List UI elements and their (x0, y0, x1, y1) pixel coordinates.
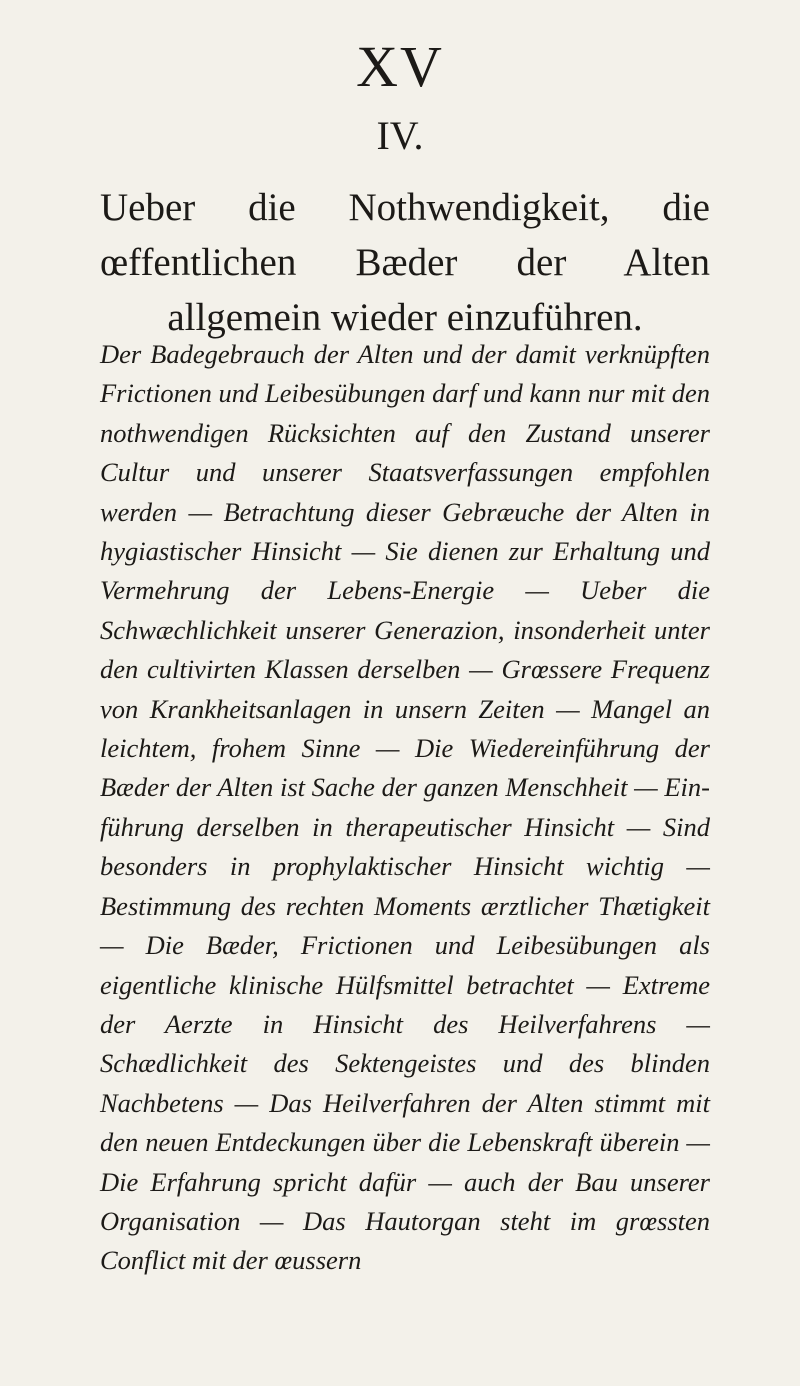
chapter-number: IV. (376, 113, 424, 158)
chapter-title: Ueber die Nothwendigkeit, die œffentlichen Bæder der Alten allgemein wieder einzuführen. (100, 186, 710, 339)
page-number: XV (356, 34, 444, 99)
chapter-summary: Der Badegebrauch der Alten und der damit verknüpften Frictionen und Leibesübungen darf und kann nur mit den nothwendigen Rücksichten auf den Zustand unserer Cultur und unserer Staatsverfassungen empfohlen werden — Betrachtung dieser Gebræuche der Alten in hygiastischer Hinsicht — Sie dienen zur Erhaltung und Vermehrung der Lebens-Energie — Ueber die Schwæchlichkeit unserer Generazion, insonderheit unter den cultivirten Klassen derselben — Grœssere Frequenz von Krankheitsanlagen in unsern Zeiten — Mangel an leichtem, frohem Sinne — Die Wiedereinführung der Bæder der Alten ist Sache der ganzen Menschheit — Einführung derselben in therapeutischer Hinsicht — Sind besonders in prophylaktischer Hinsicht wichtig — Bestimmung des rechten Moments ærztlicher Thætigkeit — Die Bæder, Frictionen und Leibesübungen als eigentliche klinische Hülfsmittel betrachtet — Extreme der Aerzte in Hinsicht des Heilverfahrens — Schædlichkeit des Sektengeistes und des blinden Nachbetens — Das Heilverfahren der Alten stimmt mit den neuen Entdeckungen über die Lebenskraft überein — Die Erfahrung spricht dafür — auch der Bau unserer Organisation — Das Hautorgan steht im grœssten Conflict mit der œussern (100, 339, 710, 1276)
